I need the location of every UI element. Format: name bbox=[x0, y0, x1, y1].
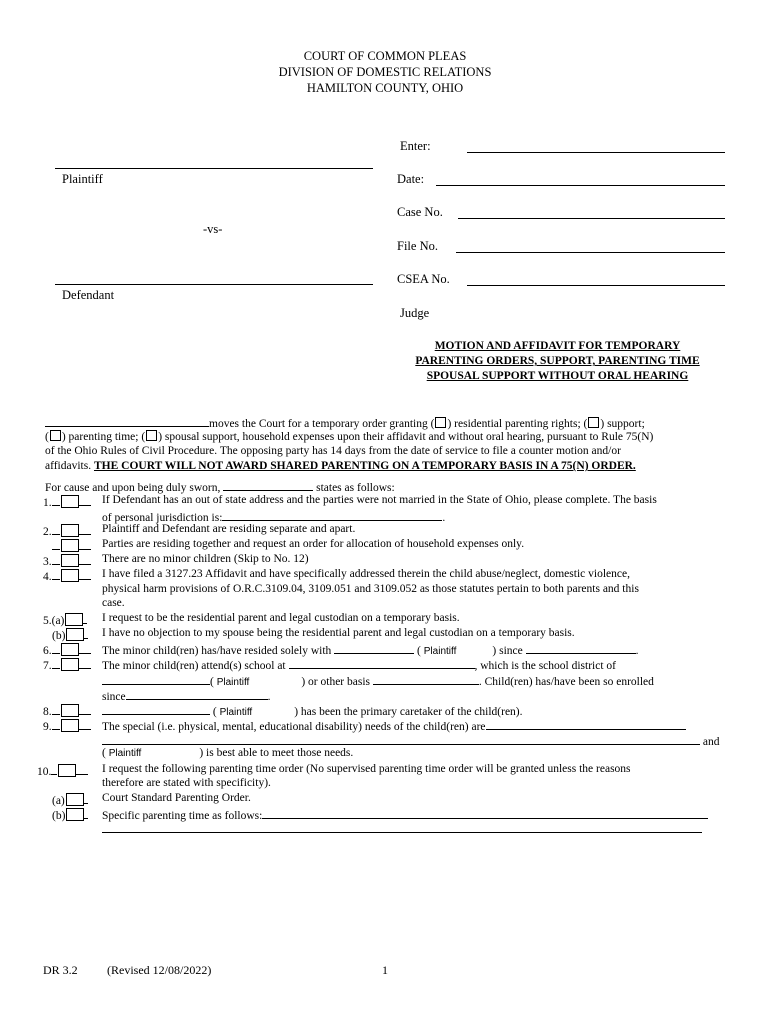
intro-line-2: ( ) parenting time; ( ) spousal support, household expenses upon their affidavit and without oral hearing, pursuant to Rule 75(N) bbox=[45, 431, 654, 443]
item-10-text-2: therefore are stated with specificity). bbox=[102, 777, 271, 789]
movant-name-field[interactable] bbox=[45, 415, 209, 427]
support-checkbox[interactable] bbox=[588, 417, 599, 428]
affiant-name-field[interactable] bbox=[223, 479, 313, 491]
item-5b-text: I have no objection to my spouse being the residential parent and legal custodian on a temporary basis. bbox=[102, 627, 575, 639]
defendant-name-field[interactable] bbox=[55, 284, 373, 285]
special-needs-field[interactable] bbox=[486, 718, 686, 730]
item-7-text-3: since . bbox=[102, 688, 271, 703]
file-no-field[interactable] bbox=[456, 252, 725, 253]
resided-with-field[interactable] bbox=[334, 642, 414, 654]
item-4-checkbox[interactable] bbox=[61, 569, 79, 582]
item-8-text: ( Plaintiff ) has been the primary caretaker of the child(ren). bbox=[102, 703, 523, 718]
school-district-field[interactable] bbox=[102, 673, 210, 685]
primary-caretaker-field[interactable] bbox=[102, 703, 210, 715]
versus-label: -vs- bbox=[203, 222, 223, 236]
item-9-text-2: and bbox=[102, 733, 719, 748]
date-field[interactable] bbox=[436, 185, 725, 186]
item-5b-checkbox[interactable] bbox=[66, 628, 84, 641]
item-4-text-3: case. bbox=[102, 597, 125, 609]
defendant-label: Defendant bbox=[62, 288, 115, 302]
item-9-number: 9. bbox=[43, 718, 91, 733]
item-10-checkbox[interactable] bbox=[58, 764, 76, 777]
item-10a-number: (a) bbox=[52, 792, 88, 807]
court-county: HAMILTON COUNTY, OHIO bbox=[306, 81, 464, 95]
party-select-6[interactable]: Plaintiff bbox=[423, 646, 457, 657]
item-6-checkbox[interactable] bbox=[61, 643, 79, 656]
other-basis-field[interactable] bbox=[373, 673, 479, 685]
school-name-field[interactable] bbox=[289, 657, 475, 669]
item-6-text: The minor child(ren) has/have resided solely with ( Plaintiff ) since . bbox=[102, 642, 638, 657]
footer-revised-date: (Revised 12/08/2022) bbox=[107, 963, 212, 977]
csea-no-label: CSEA No. bbox=[397, 272, 450, 286]
shared-parenting-notice: THE COURT WILL NOT AWARD SHARED PARENTING ON A TEMPORARY BASIS IN A 75(N) ORDER. bbox=[93, 460, 636, 472]
item-2-text: Plaintiff and Defendant are residing separate and apart. bbox=[102, 523, 356, 535]
item-9-checkbox[interactable] bbox=[61, 719, 79, 732]
item-3-number: 3. bbox=[43, 553, 91, 568]
party-select-8[interactable]: Plaintiff bbox=[219, 707, 253, 718]
item-1-number: 1. bbox=[43, 494, 91, 509]
specific-parenting-time-field[interactable] bbox=[262, 807, 708, 819]
item-7-checkbox[interactable] bbox=[61, 658, 79, 671]
item-1-text: If Defendant has an out of state address and the parties were not married in the State of Ohio, please complete. The basis bbox=[102, 494, 657, 506]
title-line-3: SPOUSAL SUPPORT WITHOUT ORAL HEARING bbox=[426, 370, 689, 382]
residential-rights-checkbox[interactable] bbox=[435, 417, 446, 428]
item-3-checkbox[interactable] bbox=[61, 554, 79, 567]
item-4-number: 4. bbox=[43, 568, 91, 583]
specific-parenting-time-field-2[interactable] bbox=[102, 832, 702, 833]
item-7-text: The minor child(ren) attend(s) school at , which is the school district of bbox=[102, 657, 616, 672]
special-needs-field-2[interactable] bbox=[102, 733, 700, 745]
intro-line-3: of the Ohio Rules of Civil Procedure. The opposing party has 14 days from the date of service to file a counter motion and/or bbox=[45, 445, 621, 457]
intro-line-4: affidavits. THE COURT WILL NOT AWARD SHARED PARENTING ON A TEMPORARY BASIS IN A 75(N) ORDER. bbox=[45, 460, 636, 472]
item-10a-checkbox[interactable] bbox=[66, 793, 84, 806]
spousal-support-checkbox[interactable] bbox=[146, 430, 157, 441]
item-10a-text: Court Standard Parenting Order. bbox=[102, 792, 251, 804]
item-8-number: 8. bbox=[43, 703, 91, 718]
footer-page-number: 1 bbox=[382, 963, 388, 977]
item-4-text: I have filed a 3127.23 Affidavit and have specifically addressed therein the child abuse/neglect, domestic violence, bbox=[102, 568, 630, 580]
court-header bbox=[0, 48, 770, 96]
item-10-text: I request the following parenting time order (No supervised parenting time order will be granted unless the reasons bbox=[102, 763, 631, 775]
title-line-2: PARENTING ORDERS, SUPPORT, PARENTING TIME bbox=[415, 355, 700, 367]
item-7-text-2: ( Plaintiff ) or other basis . Child(ren) has/have been so enrolled bbox=[102, 673, 654, 688]
item-10b-checkbox[interactable] bbox=[66, 808, 84, 821]
file-no-label: File No. bbox=[397, 239, 438, 253]
motion-title bbox=[380, 339, 735, 384]
item-2-number: 2. bbox=[43, 523, 91, 538]
enter-label: Enter: bbox=[400, 139, 431, 153]
item-2-checkbox[interactable] bbox=[61, 524, 79, 537]
jurisdiction-basis-field[interactable] bbox=[222, 509, 442, 521]
plaintiff-label: Plaintiff bbox=[62, 172, 103, 186]
court-division: DIVISION OF DOMESTIC RELATIONS bbox=[278, 65, 492, 79]
date-label: Date: bbox=[397, 172, 425, 186]
item-2b-marker bbox=[52, 538, 91, 553]
item-10b-text: Specific parenting time as follows: bbox=[102, 807, 708, 822]
sworn-statement: For cause and upon being duly sworn, states as follows: bbox=[45, 479, 395, 494]
judge-label: Judge bbox=[400, 306, 430, 320]
title-line-1: MOTION AND AFFIDAVIT FOR TEMPORARY bbox=[434, 340, 681, 352]
plaintiff-name-field[interactable] bbox=[55, 168, 373, 169]
item-8-checkbox[interactable] bbox=[61, 704, 79, 717]
court-name: COURT OF COMMON PLEAS bbox=[303, 49, 467, 63]
item-3-text: There are no minor children (Skip to No. 12) bbox=[102, 553, 309, 565]
item-10b-number: (b) bbox=[52, 807, 88, 822]
enter-field[interactable] bbox=[467, 152, 725, 153]
intro-line-1: moves the Court for a temporary order granting ( ) residential parenting rights; ( ) support; bbox=[45, 415, 645, 430]
item-5b-number: (b) bbox=[52, 627, 88, 642]
item-2b-text: Parties are residing together and request an order for allocation of household expenses only. bbox=[102, 538, 525, 550]
item-6-number: 6. bbox=[43, 642, 91, 657]
item-1-jurisdiction: of personal jurisdiction is: . bbox=[102, 509, 445, 524]
item-5a-checkbox[interactable] bbox=[65, 613, 83, 626]
item-5a-number: 5.(a) bbox=[43, 612, 87, 627]
case-no-field[interactable] bbox=[458, 218, 725, 219]
item-9-text: The special (i.e. physical, mental, educational disability) needs of the child(ren) are bbox=[102, 718, 686, 733]
party-select-7[interactable]: Plaintiff bbox=[216, 677, 250, 688]
item-9-text-3: ( Plaintiff ) is best able to meet those needs. bbox=[102, 747, 354, 759]
item-1-checkbox[interactable] bbox=[61, 495, 79, 508]
item-2b-checkbox[interactable] bbox=[61, 539, 79, 552]
parenting-time-checkbox[interactable] bbox=[50, 430, 61, 441]
item-10-number: 10. bbox=[37, 763, 88, 778]
party-select-9[interactable]: Plaintiff bbox=[108, 748, 142, 759]
item-5a-text: I request to be the residential parent and legal custodian on a temporary basis. bbox=[102, 612, 460, 624]
resided-since-field[interactable] bbox=[526, 642, 636, 654]
case-no-label: Case No. bbox=[397, 205, 443, 219]
enrolled-since-field[interactable] bbox=[126, 688, 268, 700]
csea-no-field[interactable] bbox=[467, 285, 725, 286]
footer-form-number: DR 3.2 bbox=[43, 963, 78, 977]
item-7-number: 7. bbox=[43, 657, 91, 672]
item-4-text-2: physical harm provisions of O.R.C.3109.04, 3109.051 and 3109.052 as those statutes pertain to both parents and this bbox=[102, 583, 639, 595]
